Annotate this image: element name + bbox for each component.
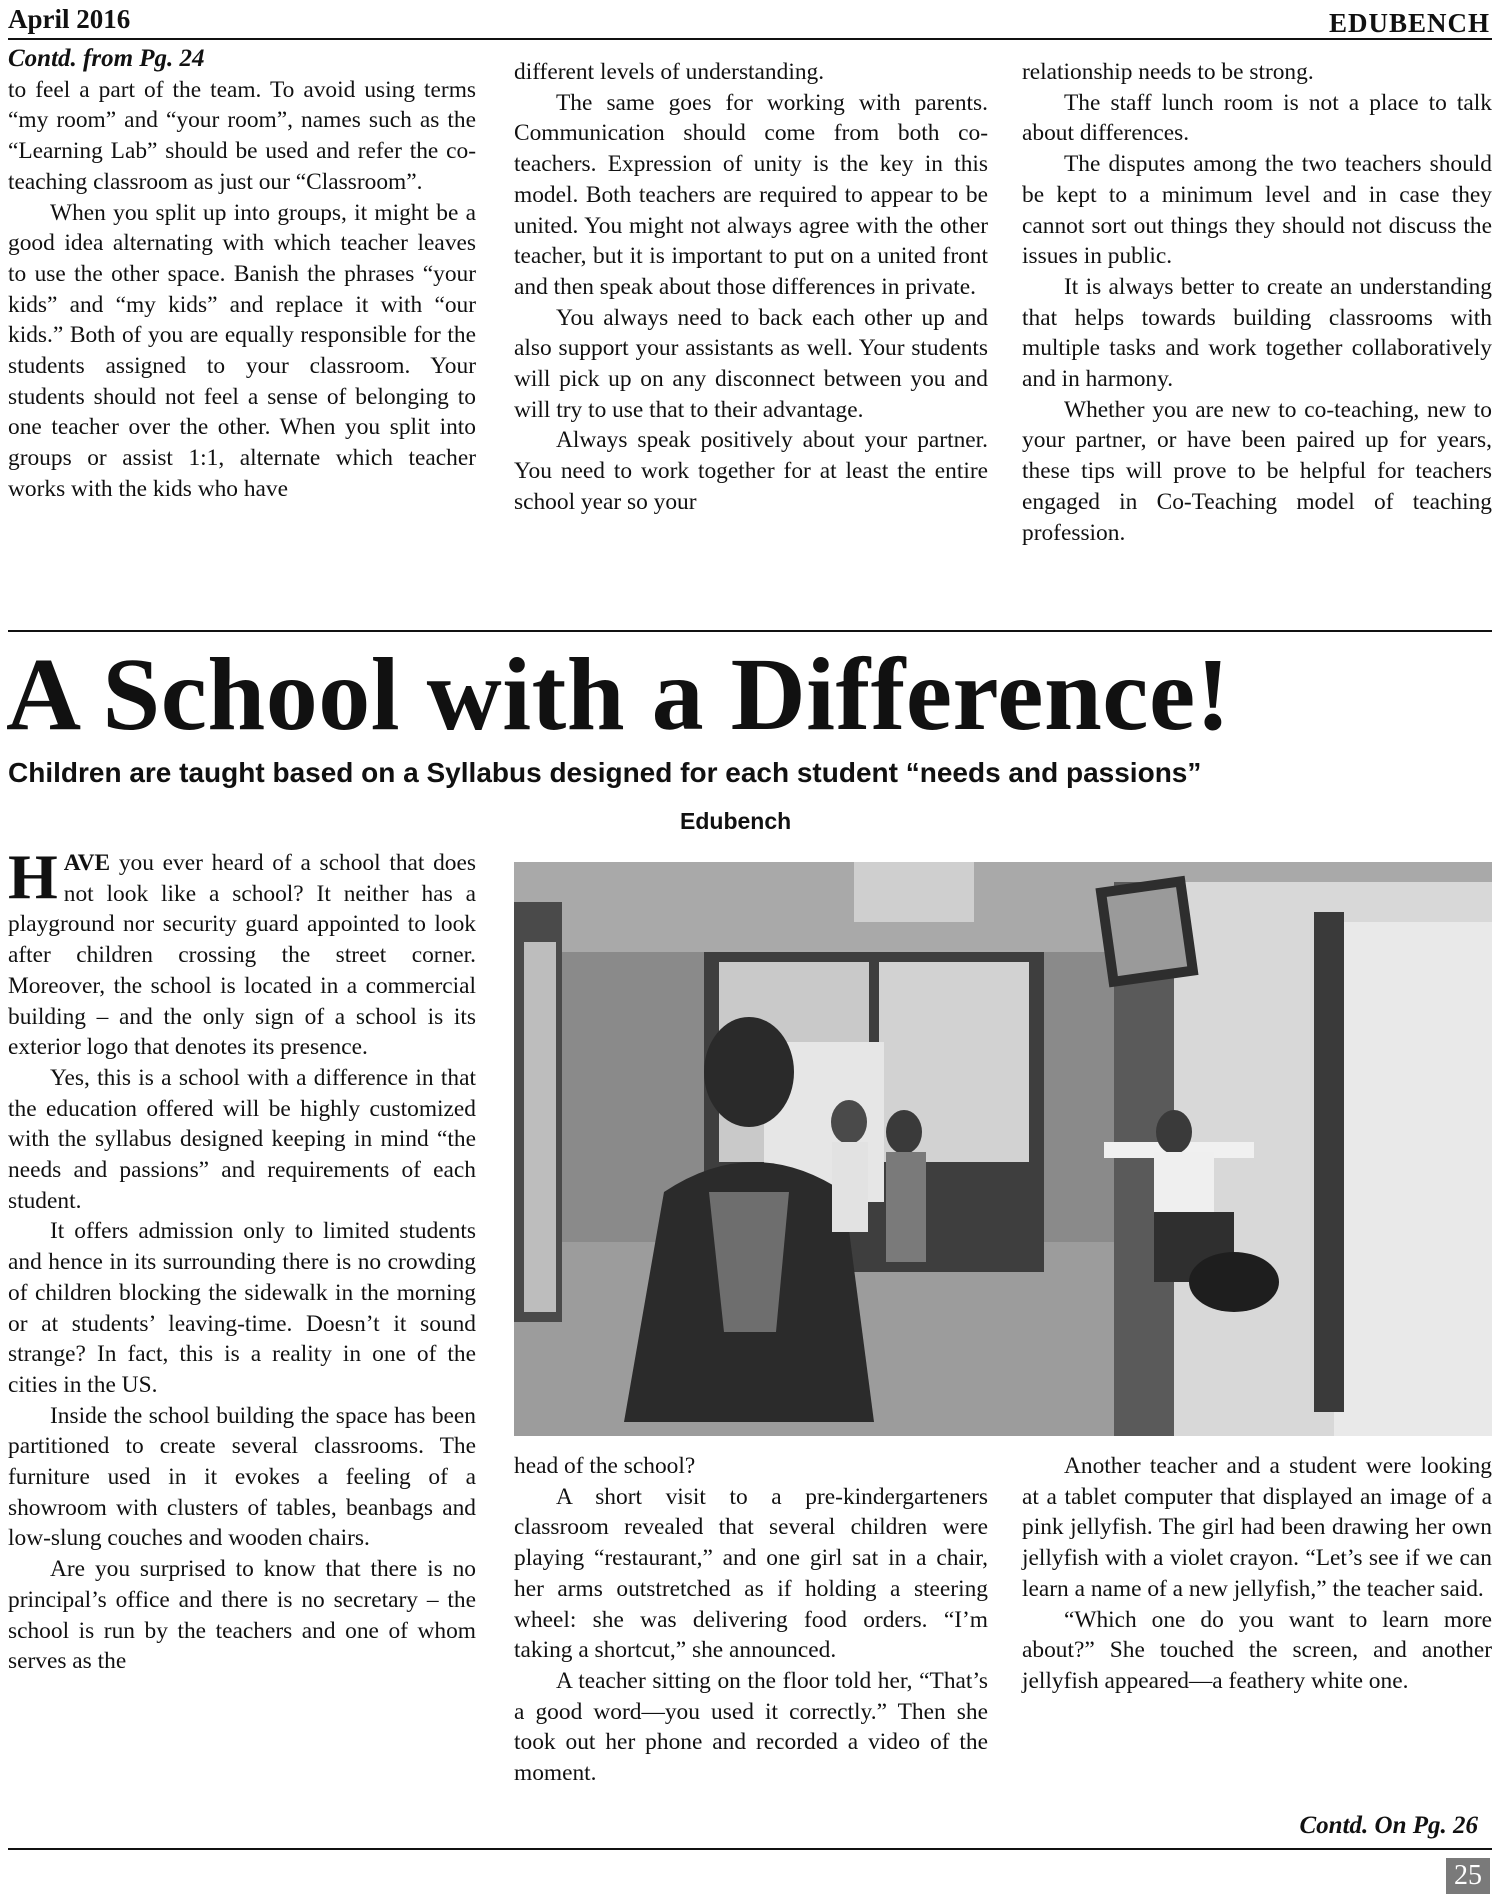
paragraph: Always speak positively about your partner. You need to work together for at least the entire school year so your [514, 427, 988, 515]
paragraph: Whether you are new to co-teaching, new to your partner, or have been paired up for years, these tips will prove to be helpful for teachers engaged in Co-Teaching model of teaching profession. [1022, 396, 1492, 546]
paragraph: When you split up into groups, it might be a good idea alternating with which teacher leaves to use the other space. Banish the phrases “your kids” and “my kids” and replace it with “our kids.” Both of you are equally responsible for the students assigned to your classroom. Your students should not feel a sense of belonging to one teacher over the other. When you split into groups or assist 1:1, alternate which teacher works with the kids who have [8, 199, 476, 502]
footer-divider [8, 1848, 1492, 1850]
lead-paragraph [8, 841, 476, 1063]
lead-word: AVE [63, 850, 111, 876]
continued-column-2 [514, 57, 988, 518]
continued-column-1 [8, 44, 476, 505]
article-headline: A School with a Difference! [6, 637, 1231, 752]
paragraph: The disputes among the two teachers should be kept to a minimum level and in case they cannot sort out things they should not discuss the issues in public. [1022, 151, 1492, 270]
paragraph: to feel a part of the team. To avoid using terms “my room” and “your room”, names such as the “Learning Lab” should be used and refer the co-teaching classroom as just our “Classroom”. [8, 76, 476, 195]
issue-date: April 2016 [8, 4, 131, 34]
paragraph: Yes, this is a school with a difference in that the education offered will be highly customized with the syllabus designed keeping in mind “the needs and passions” and requirements of each student. [8, 1064, 476, 1214]
paragraph: different levels of understanding. [514, 59, 825, 85]
article-photo [514, 862, 1492, 1436]
continued-column-3 [1022, 57, 1492, 548]
paragraph: A teacher sitting on the floor told her, “That’s a good word—you used it correctly.” Then she took out her phone and recorded a video of the moment. [514, 1667, 988, 1787]
paragraph: Inside the school building the space has been partitioned to create several classrooms. The furniture used in it evokes a feeling of a showroom with clusters of tables, beanbags and low-slung couches and wooden chairs. [8, 1402, 476, 1552]
paragraph: Another teacher and a student were looking at a tablet computer that displayed an image of a pink jellyfish. The girl had been drawing her own jellyfish with a violet crayon. “Let’s see if we can learn a name of a new jellyfish,” the teacher said. [1022, 1453, 1492, 1602]
article-column-1 [8, 841, 476, 1677]
drop-cap: H [8, 841, 58, 912]
paragraph: relationship needs to be strong. [1022, 59, 1314, 85]
paragraph: The same goes for working with parents. Communication should come from both co-teachers. Expression of unity is the key in this model. Both teachers are required to appear to be united. You might not always agree with the other teacher, but it is important to put on a united front and then speak about those differences in private. [514, 89, 988, 300]
publication-name: EDUBENCH [1328, 8, 1490, 38]
continued-on-label: Contd. On Pg. 26 [1299, 1812, 1478, 1839]
hallway-photo-illustration [514, 862, 1492, 1436]
article-column-3 [1022, 1451, 1492, 1697]
paragraph: A short visit to a pre-kindergarteners classroom revealed that several children were playing “restaurant,” and one girl sat in a chair, her arms outstretched as if holding a steering wheel: she was delivering food orders. “I’m taking a shortcut,” she announced. [514, 1483, 988, 1664]
paragraph: It offers admission only to limited students and hence in its surrounding there is no crowding of children blocking the sidewalk in the morning or at students’ leaving-time. Doesn’t it sound strange? In fact, this is a reality in one of the cities in the US. [8, 1218, 476, 1398]
continued-from-label: Contd. from Pg. 24 [8, 45, 205, 72]
section-divider [8, 630, 1492, 632]
lead-text: you ever heard of a school that does not look like a school? It neither has a playground nor security guard appointed to look after children crossing the street corner. Moreover, the school is located in a commercial building – and the only sign of a school is its exterior logo that denotes its presence. [8, 850, 476, 1061]
header-divider [8, 38, 1492, 40]
article-column-2 [514, 1451, 988, 1789]
article-subheadline: Children are taught based on a Syllabus designed for each student “needs and passions” [8, 757, 1202, 788]
paragraph: You always need to back each other up and also support your assistants as well. Your students will pick up on any disconnect between you and will try to use that to their advantage. [514, 304, 988, 423]
article-byline: Edubench [680, 808, 792, 834]
paragraph: head of the school? [514, 1453, 696, 1479]
paragraph: Are you surprised to know that there is no principal’s office and there is no secretary – the school is run by the teachers and one of whom serves as the [8, 1556, 476, 1675]
page-number: 25 [1446, 1858, 1490, 1894]
paragraph: The staff lunch room is not a place to talk about differences. [1022, 89, 1492, 147]
paragraph: It is always better to create an understanding that helps towards building classrooms with multiple tasks and work together collaboratively and in harmony. [1022, 273, 1492, 393]
paragraph: “Which one do you want to learn more about?” She touched the screen, and another jellyfish appeared—a feathery white one. [1022, 1606, 1492, 1694]
